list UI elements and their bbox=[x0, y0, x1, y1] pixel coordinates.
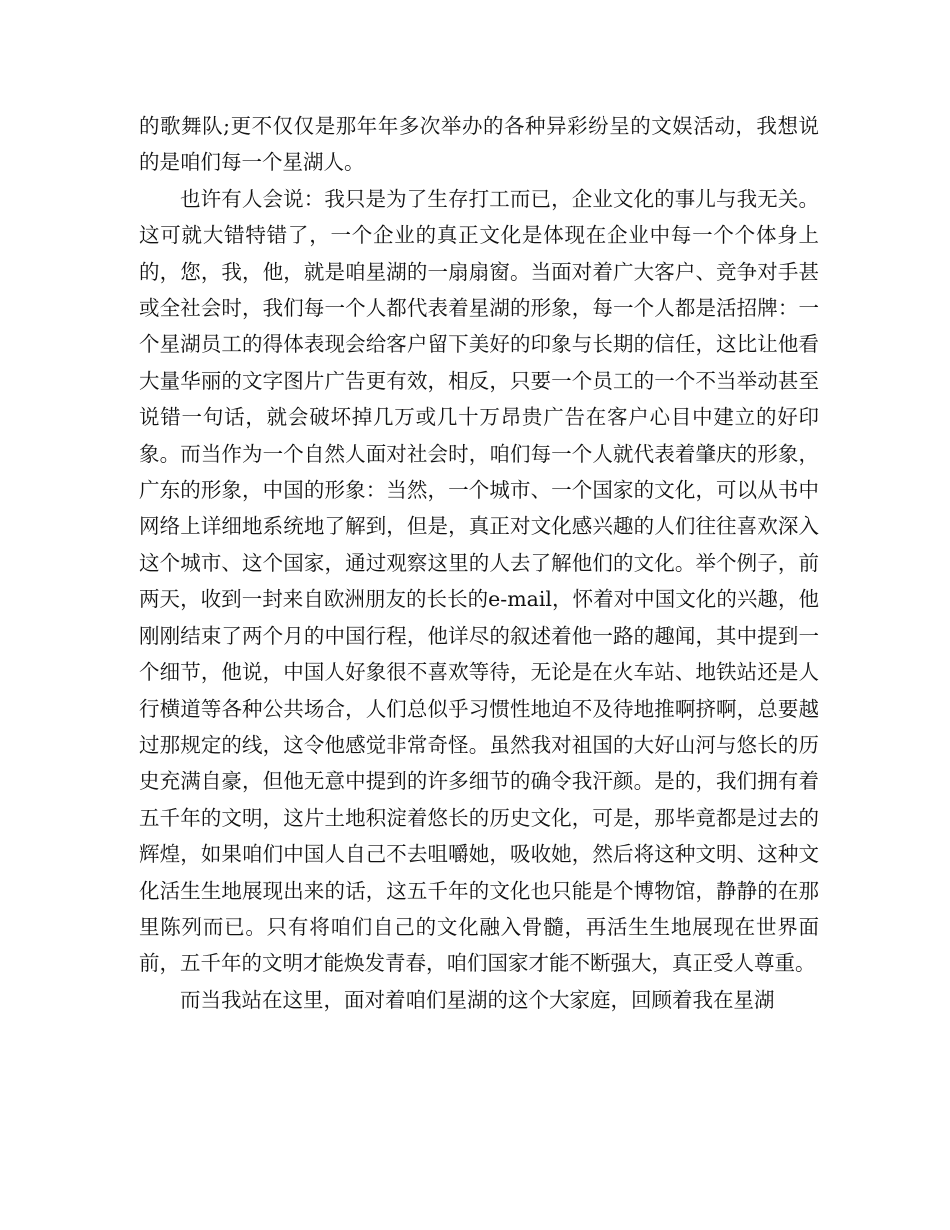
paragraph-corporate-culture: 也许有人会说：我只是为了生存打工而已，企业文化的事儿与我无关。这可就大错特错了，一个企业的真正文化是体现在企业中每一个个体身上的，您，我，他，就是咱星湖的一扇扇窗。当面对着广大客户、竞争对手甚或全社会时，我们每一个人都代表着星湖的形象，每一个人都是活招牌：一个星湖员工的得体表现会给客户留下美好的印象与长期的信任，这比让他看大量华丽的文字图片广告更有效，相反，只要一个员工的一个不当举动甚至说错一句话，就会破坏掉几万或几十万昂贵广告在客户心目中建立的好印象。而当作为一个自然人面对社会时，咱们每一个人就代表着肇庆的形象，广东的形象，中国的形象：当然，一个城市、一个国家的文化，可以从书中网络上详细地系统地了解到，但是，真正对文化感兴趣的人们往往喜欢深入这个城市、这个国家，通过观察这里的人去了解他们的文化。举个例子，前两天，收到一封来自欧洲朋友的长长的e-mail，怀着对中国文化的兴趣，他刚刚结束了两个月的中国行程，他详尽的叙述着他一路的趣闻，其中提到一个细节，他说，中国人好象很不喜欢等待，无论是在火车站、地铁站还是人行横道等各种公共场合，人们总似乎习惯性地迫不及待地推啊挤啊，总要越过那规定的线，这令他感觉非常奇怪。虽然我对祖国的大好山河与悠长的历史充满自豪，但他无意中提到的许多细节的确令我汗颜。是的，我们拥有着五千年的文明，这片土地积淀着悠长的历史文化，可是，那毕竟都是过去的辉煌，如果咱们中国人自己不去咀嚼她，吸收她，然后将这种文明、这种文化活生生地展现出来的话，这五千年的文化也只能是个博物馆，静静的在那里陈列而已。只有将咱们自己的文化融入骨髓，再活生生地展现在世界面前，五千年的文明才能焕发青春，咱们国家才能不断强大，真正受人尊重。 bbox=[139, 186, 819, 976]
document-body bbox=[139, 108, 819, 1018]
paragraph-continuation: 的歌舞队;更不仅仅是那年年多次举办的各种异彩纷呈的文娱活动，我想说的是咱们每一个星湖人。 bbox=[139, 114, 819, 175]
paragraph-closing-start: 而当我站在这里，面对着咱们星湖的这个大家庭，回顾着我在星湖 bbox=[180, 987, 775, 1012]
